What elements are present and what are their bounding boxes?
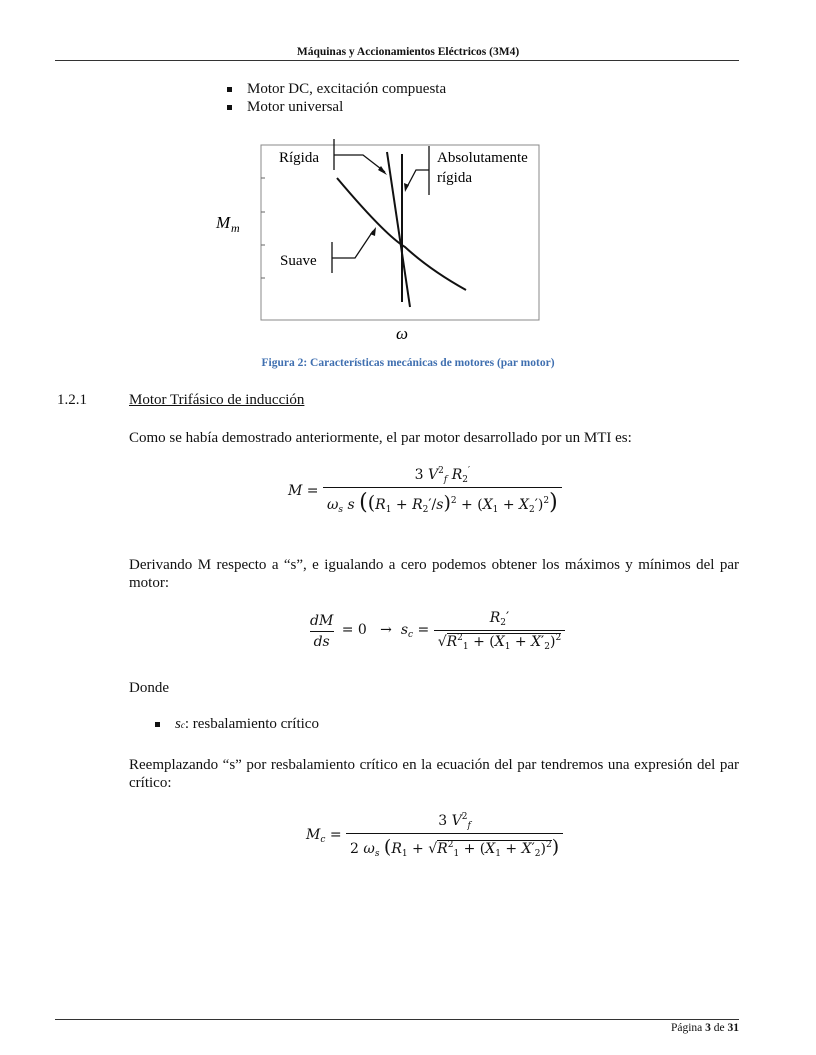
critical-slip-equation: $\frac{dM}{ds}$ = $0 \to s_c$ = $\frac{R_2'}{√R^2_1 + (X_1 + X'_2)^2}$: [306, 610, 565, 652]
list-item: Motor DC, excitación compuesta: [227, 80, 446, 98]
paragraph: Reemplazando “s” por resbalamiento crítico en la ecuación del par tendremos una expresión del par crítico:: [129, 757, 739, 791]
page-header-title: Máquinas y Accionamientos Eléctricos (3M4): [296, 46, 520, 58]
square-bullet-icon: [155, 722, 160, 727]
label-rigida: Rígida: [279, 150, 319, 166]
figure-caption: Figura 2: Características mecánicas de motores (par motor): [261, 357, 555, 369]
label-absolutamente: Absolutamente: [437, 150, 528, 166]
page-number: Página 3 de 31: [670, 1022, 739, 1034]
x-axis-label: ω: [396, 324, 409, 343]
section-number: 1.2.1: [57, 392, 87, 408]
label-suave: Suave: [280, 253, 317, 269]
section-title: Motor Trifásico de inducción: [129, 392, 305, 408]
definition-list-item: s c : resbalamiento crítico: [155, 716, 319, 733]
label-absolutamente-rigida: rígida: [437, 170, 472, 186]
list-item: Motor universal: [227, 98, 446, 116]
motor-type-list: [227, 80, 446, 116]
mechanical-characteristics-figure: [210, 135, 560, 345]
square-bullet-icon: [227, 105, 232, 110]
header-divider: [55, 60, 739, 61]
square-bullet-icon: [227, 87, 232, 92]
critical-torque-equation: $M_c$ = $\frac{3 V^2_f}{2 \omega_s (R_1 + √R^2_1 + (X_1 + X'_2)^2)}$: [306, 812, 563, 859]
y-axis-label: M: [216, 213, 231, 232]
y-axis-label-sub: m: [231, 221, 240, 235]
torque-equation: M = $\frac{3 V^2_f R_2'}{\omega_s s ((R_1 + R_2'/s)^2 + (X_1 + X_2')^2)}$: [288, 466, 562, 515]
paragraph: Derivando M respecto a “s”, e igualando a cero podemos obtener los máximos y mínimos del par motor:: [129, 557, 739, 591]
paragraph: Como se había demostrado anteriormente, el par motor desarrollado por un MTI es:: [129, 430, 632, 446]
footer-divider: [55, 1019, 739, 1020]
paragraph: Donde: [129, 680, 169, 696]
